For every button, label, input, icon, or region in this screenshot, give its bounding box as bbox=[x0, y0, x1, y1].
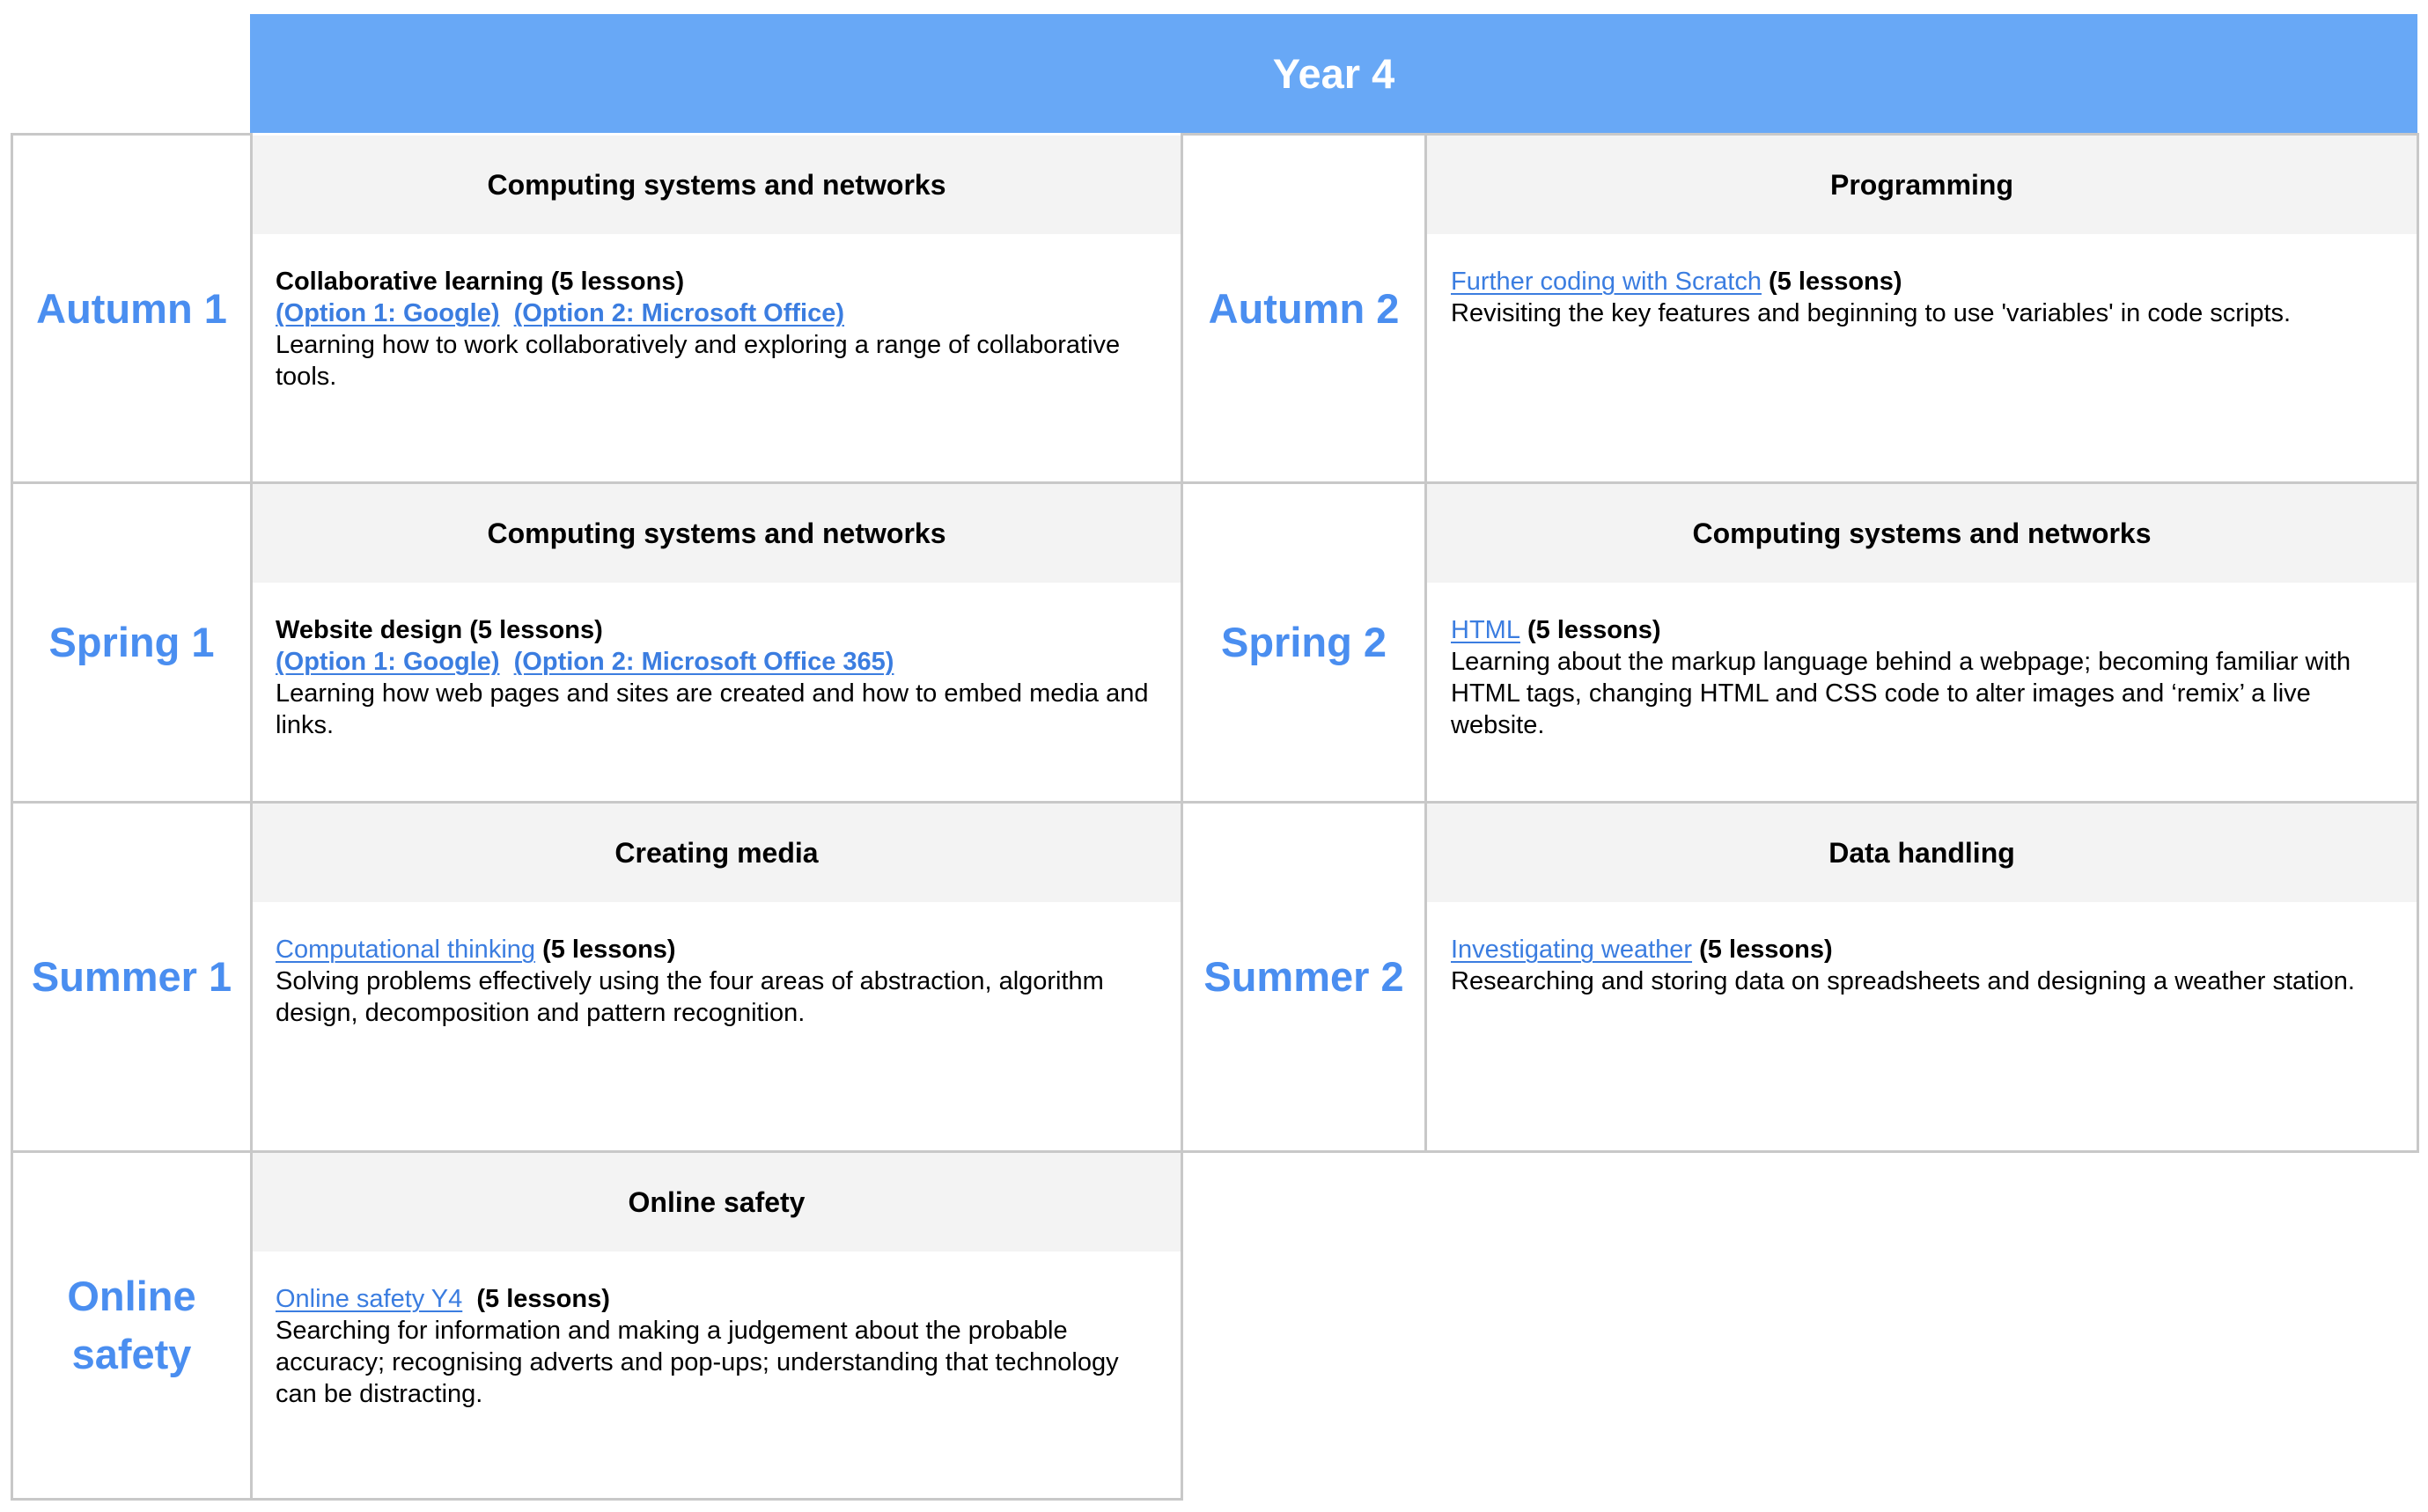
unit-cell-autumn-2 bbox=[1451, 266, 2402, 329]
unit-title: Website design (5 lessons) bbox=[276, 616, 603, 644]
strand-heading bbox=[253, 1153, 1181, 1251]
unit-cell-spring-2 bbox=[1451, 614, 2402, 741]
lesson-count: (5 lessons) bbox=[462, 1285, 610, 1313]
unit-description: Researching and storing data on spreadsheets and designing a weather station. bbox=[1451, 967, 2355, 995]
strand-heading-text: Computing systems and networks bbox=[1692, 517, 2152, 549]
lesson-count: (5 lessons) bbox=[1761, 268, 1902, 296]
grid-line bbox=[2417, 133, 2419, 1153]
unit-link[interactable]: Online safety Y4 bbox=[276, 1285, 463, 1313]
term-label-autumn-2 bbox=[1183, 136, 1424, 481]
unit-link[interactable]: Investigating weather bbox=[1451, 936, 1693, 964]
term-label-text: Spring 1 bbox=[48, 619, 215, 666]
term-label-summer-2 bbox=[1183, 804, 1424, 1150]
strand-heading-text: Programming bbox=[1829, 168, 2014, 201]
unit-description: Solving problems effectively using the four areas of abstraction, algorithm design, decomposition and pattern recognition. bbox=[276, 967, 1104, 1027]
term-label-text: Online bbox=[67, 1273, 196, 1320]
unit-description: Searching for information and making a judgement about the probable accuracy; recognising adverts and pop-ups; understanding that technology can be distracting. bbox=[276, 1317, 1119, 1408]
strand-heading bbox=[1427, 136, 2417, 234]
term-label-online-safety bbox=[13, 1153, 250, 1498]
term-label-spring-1 bbox=[13, 484, 250, 801]
lesson-count: (5 lessons) bbox=[1519, 616, 1661, 644]
unit-link[interactable]: Computational thinking bbox=[276, 936, 536, 964]
term-label-text: Autumn 1 bbox=[36, 284, 227, 332]
strand-heading-text: Creating media bbox=[614, 836, 819, 869]
term-label-autumn-1 bbox=[13, 136, 250, 481]
term-label-spring-2 bbox=[1183, 484, 1424, 801]
strand-heading bbox=[253, 136, 1181, 234]
option-google-link[interactable]: (Option 1: Google) bbox=[276, 648, 500, 676]
grid-line bbox=[1424, 133, 1427, 1153]
unit-description: Learning about the markup language behind a webpage; becoming familiar with HTML tags, changing HTML and CSS code to alter images and ‘remix’ a live website. bbox=[1451, 648, 2351, 739]
unit-title: Collaborative learning (5 lessons) bbox=[276, 268, 685, 296]
term-label-text: Spring 2 bbox=[1220, 619, 1387, 666]
lesson-count: (5 lessons) bbox=[1692, 936, 1833, 964]
unit-cell-summer-1 bbox=[276, 934, 1165, 1029]
strand-heading-text: Online safety bbox=[628, 1185, 806, 1218]
term-label-summer-1 bbox=[13, 804, 250, 1150]
strand-heading bbox=[253, 804, 1181, 902]
strand-heading-text: Computing systems and networks bbox=[487, 517, 946, 549]
strand-heading bbox=[253, 484, 1181, 583]
unit-link[interactable]: Further coding with Scratch bbox=[1451, 268, 1762, 296]
lesson-count: (5 lessons) bbox=[535, 936, 676, 964]
term-label-text: Summer 2 bbox=[1203, 953, 1404, 1001]
unit-link[interactable]: HTML bbox=[1451, 616, 1520, 644]
term-label-text: Autumn 2 bbox=[1208, 284, 1400, 332]
strand-heading-text: Computing systems and networks bbox=[487, 168, 946, 201]
unit-cell-spring-1 bbox=[276, 614, 1165, 741]
year-header bbox=[250, 14, 2417, 133]
unit-description: Learning how to work collaboratively and exploring a range of collaborative tools. bbox=[276, 331, 1121, 391]
option-microsoft-link[interactable]: (Option 2: Microsoft Office 365) bbox=[513, 648, 894, 676]
unit-description: Revisiting the key features and beginning to use 'variables' in code scripts. bbox=[1451, 299, 2292, 327]
strand-heading bbox=[1427, 804, 2417, 902]
unit-cell-summer-2 bbox=[1451, 934, 2402, 997]
unit-description: Learning how web pages and sites are created and how to embed media and links. bbox=[276, 679, 1149, 739]
unit-cell-autumn-1 bbox=[276, 266, 1165, 393]
unit-cell-online-safety bbox=[276, 1283, 1165, 1410]
grid-line bbox=[11, 1498, 1183, 1501]
option-google-link[interactable]: (Option 1: Google) bbox=[276, 299, 500, 327]
option-microsoft-link[interactable]: (Option 2: Microsoft Office) bbox=[513, 299, 845, 327]
term-label-text: safety bbox=[71, 1331, 192, 1377]
term-label-text: Summer 1 bbox=[31, 953, 232, 1001]
year-title: Year 4 bbox=[1272, 50, 1395, 97]
strand-heading bbox=[1427, 484, 2417, 583]
strand-heading-text: Data handling bbox=[1828, 836, 2015, 869]
